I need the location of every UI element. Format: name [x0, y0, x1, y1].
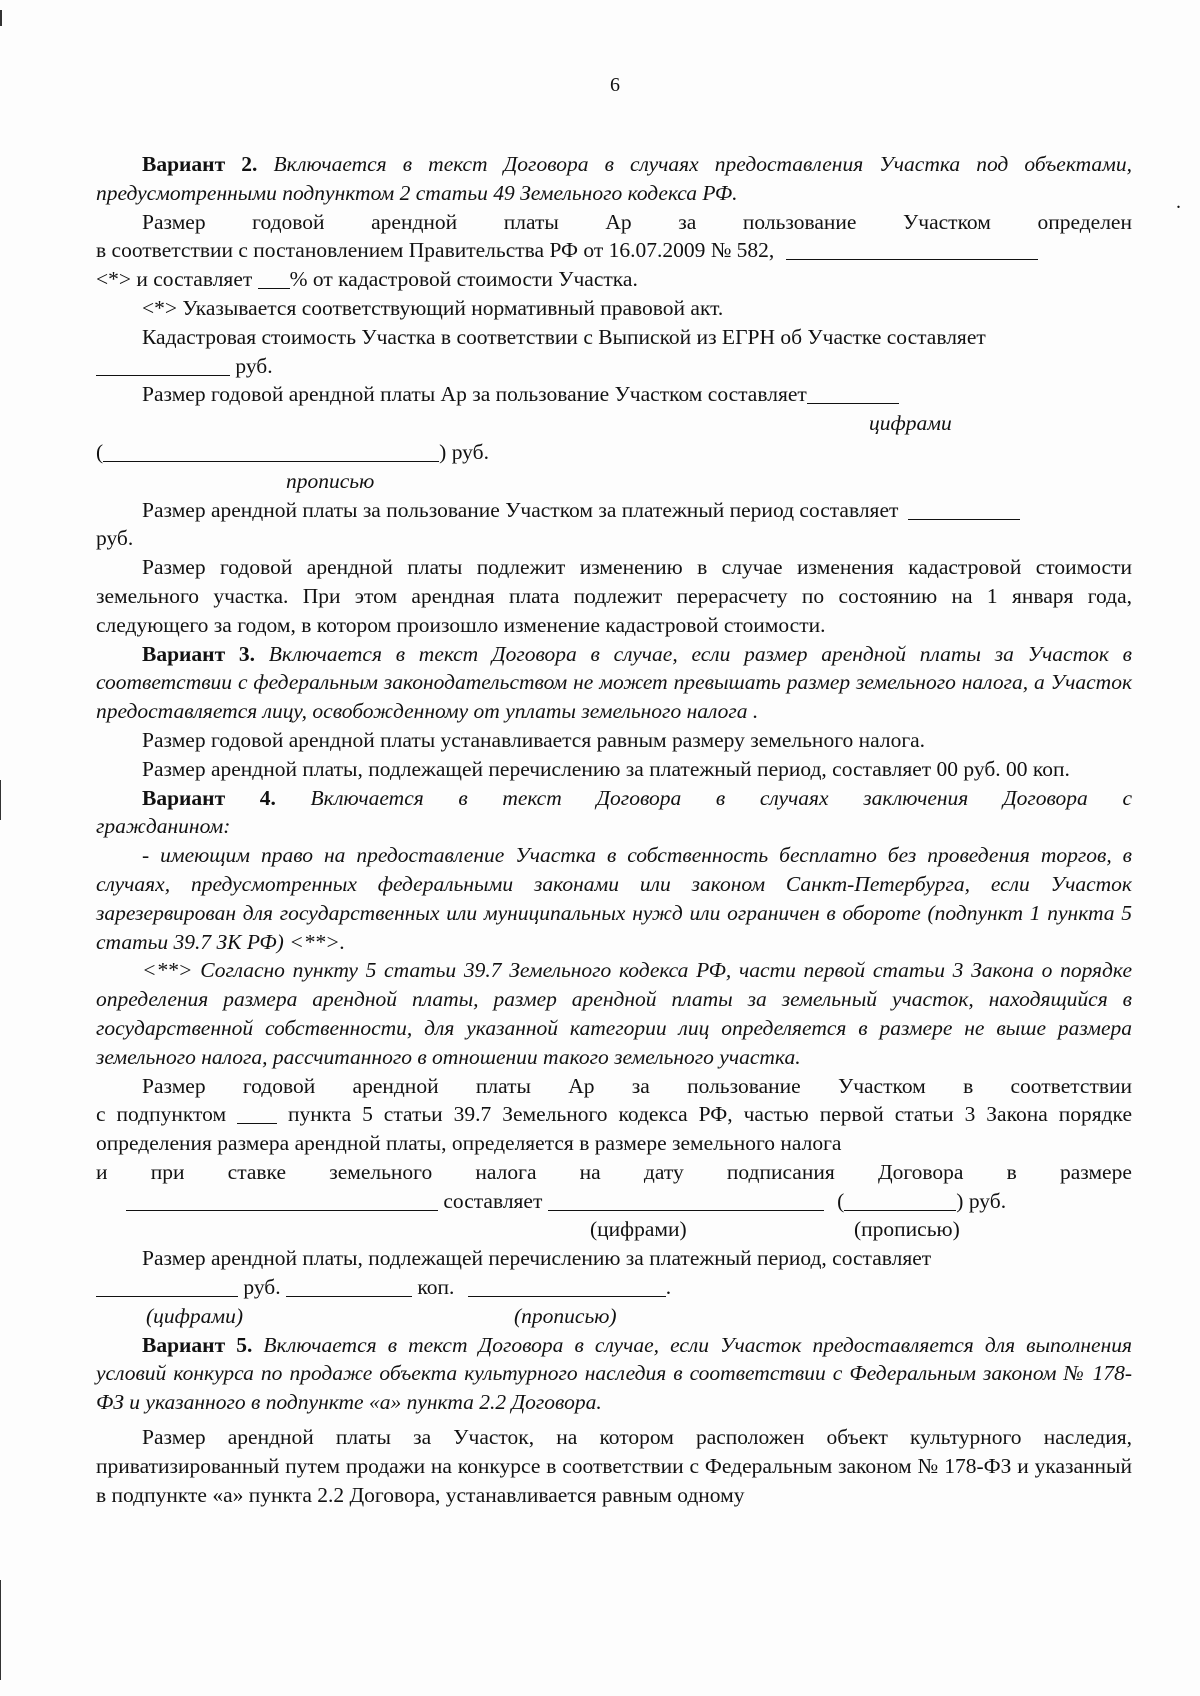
word: платы: [475, 1073, 531, 1098]
word: на: [579, 1159, 601, 1184]
word: Договора: [877, 1159, 964, 1184]
word: при: [150, 1159, 185, 1184]
fill-blank-period-rub: [96, 1276, 238, 1297]
rent-basis-text: пункта 5 статьи 39.7 Земельного кодекса РФ, частью первой статьи 3 Закона порядке определения размера арендной платы, определяется в размере земельного налога: [96, 1102, 1132, 1156]
caption-words: (прописью): [514, 1303, 617, 1328]
v2-rent-amount-line: [96, 380, 1132, 409]
caption-figures: (цифрами): [146, 1303, 244, 1328]
word: подписания: [726, 1159, 835, 1184]
v2-period-rent-line: [96, 496, 1132, 525]
v4-period-amount-line: [96, 1273, 1132, 1302]
variant-2-intro: Включается в текст Договора в случаях предоставления Участка под объектами, предусмотренными подпунктом 2 статьи 49 Земельного кодекса РФ.: [96, 152, 1132, 205]
fill-blank-period-kop: [286, 1276, 412, 1297]
currency-label: руб.: [96, 526, 134, 551]
word: за: [631, 1073, 650, 1098]
word: в: [963, 1073, 974, 1098]
v2-rent-words-line: [96, 438, 1132, 467]
rent-amount-label: Размер годовой арендной платы Ар за пользование Участком составляет: [142, 382, 807, 407]
v4-rent-line-a: [96, 1072, 1132, 1101]
caption-figures: (цифрами): [590, 1217, 687, 1242]
word: арендной: [352, 1073, 439, 1098]
v3-period: Размер арендной платы, подлежащей перечислению за платежный период, составляет 00 руб. 00 коп.: [142, 756, 1070, 781]
caption-words: (прописью): [854, 1217, 960, 1242]
variant-2-heading: [96, 150, 1132, 208]
period-rent-label: Размер арендной платы за пользование Участком за платежный период составляет: [142, 497, 899, 522]
word: земельного: [329, 1159, 433, 1184]
paren-open: (: [837, 1188, 845, 1213]
v2-footnote: <*> Указывается соответствующий нормативный правовой акт.: [142, 295, 724, 320]
word: платы: [503, 209, 559, 234]
word: Размер: [142, 1073, 206, 1098]
fill-blank-subclause: [237, 1103, 277, 1124]
variant-4-title: Вариант 4.: [142, 785, 276, 810]
v2-rent-basis-line: [96, 208, 1132, 237]
variant-4-intro: Включается в текст Договора в случаях заключения Договора с гражданином:: [96, 785, 1132, 839]
word: определен: [1037, 209, 1132, 234]
fill-blank-rent-figures: [807, 383, 899, 404]
fill-blank-period-words: [468, 1276, 666, 1297]
word: пользование: [687, 1073, 801, 1098]
word: ставке: [227, 1159, 287, 1184]
word: арендной: [371, 209, 458, 234]
variant-5-intro: Включается в текст Договора в случае, если Участок предоставляется для выполнения условий конкурса по продаже объекта культурного наследия в соответствии с Федеральным законом № 178-ФЗ и указанного в подпункте «а» пункта 2.2 Договора.: [96, 1332, 1132, 1415]
v2-cadastral: Кадастровая стоимость Участка в соответствии с Выпиской из ЕГРН об Участке составляет: [142, 324, 986, 349]
fill-blank-percent: [258, 268, 290, 289]
document-body: [96, 150, 1132, 1509]
word: годовой: [242, 1073, 316, 1098]
word: и: [96, 1159, 108, 1184]
decree-reference: в соответствии с постановлением Правительства РФ от 16.07.2009 № 582,: [96, 238, 775, 263]
v2-change: Размер годовой арендной платы подлежит изменению в случае изменения кадастровой стоимости земельного участка. При этом арендная плата подлежит перерасчету по состоянию на 1 января года, следующего за годом, в котором произошло изменение кадастровой стоимости.: [96, 555, 1132, 637]
word: соответствии: [1010, 1073, 1132, 1098]
kopeck-label: коп.: [417, 1275, 455, 1300]
caption-figures: цифрами: [869, 411, 952, 436]
v2-rent-basis-line-2: [96, 236, 1132, 265]
variant-5-title: Вариант 5.: [142, 1332, 253, 1357]
word: дату: [643, 1159, 684, 1184]
word: размере: [1059, 1159, 1132, 1184]
word: Участком: [903, 209, 991, 234]
variant-3-heading: [96, 640, 1132, 726]
word: за: [678, 209, 697, 234]
fill-blank-period-rent: [908, 499, 1020, 520]
v4-item: - имеющим право на предоставление Участка в собственность бесплатно без проведения торгов, в случаях, предусмотренных федеральными законами или законом Санкт-Петербурга, если Участок зарезервирован для государственных или муниципальных нужд или ограничен в обороте (подпункт 1 пункта 5 статьи 39.7 ЗК РФ) <**>.: [96, 843, 1132, 954]
caption-words: прописью: [286, 468, 375, 493]
v2-cadastral-amount-line: [96, 352, 1132, 381]
v4-amount-captions: [96, 1215, 1132, 1244]
currency-label: руб.: [243, 1275, 281, 1300]
word: пользование: [742, 209, 857, 234]
v4-footnote: <**> Согласно пункту 5 статьи 39.7 Земельного кодекса РФ, части первой статьи 3 Закона о порядке определения размера арендной платы, размер арендной платы за земельный участок, находящийся в государственной собственности, для указанной категории лиц определяется в размере не выше размера земельного налога, рассчитанного в отношении такого земельного участка.: [96, 958, 1132, 1069]
fill-blank-amount-figures: [548, 1190, 824, 1211]
word: налога: [475, 1159, 537, 1184]
currency-label: руб.: [235, 353, 273, 378]
percent-label: <*> и составляет: [96, 267, 253, 292]
v4-amount-line: [96, 1187, 1132, 1216]
percent-label-rest: % от кадастровой стоимости Участка.: [289, 267, 638, 292]
currency-label: ) руб.: [956, 1188, 1007, 1213]
variant-2-title: Вариант 2.: [142, 152, 258, 176]
v4-rent-line-c: [96, 1158, 1132, 1187]
fill-blank-rate: [126, 1190, 438, 1211]
word: годовой: [252, 209, 325, 234]
fill-blank-rent-words: [103, 441, 439, 462]
variant-4-heading: [96, 784, 1132, 842]
variant-3-intro: Включается в текст Договора в случае, если размер арендной платы за Участок в соответствии с федеральным законодательством не может превышать размер земельного налога, а Участок предоставляется лицу, освобожденному от уплаты земельного налога .: [96, 641, 1132, 724]
word: Участком: [837, 1073, 926, 1098]
variant-5-heading: [96, 1331, 1132, 1417]
v4-period: Размер арендной платы, подлежащей перечислению за платежный период, составляет: [142, 1246, 932, 1271]
v2-rent-basis-line-3: [96, 265, 1132, 294]
fill-blank-amount-words: [844, 1190, 956, 1211]
period-dot: .: [665, 1275, 672, 1300]
page-number: 6: [610, 74, 620, 96]
scan-edge-mark: [0, 780, 1, 820]
v3-equal: Размер годовой арендной платы устанавливается равным размеру земельного налога.: [142, 727, 926, 752]
fill-blank-cadastral: [96, 355, 230, 376]
v4-period-captions: [96, 1302, 1132, 1331]
paren-open: (: [96, 439, 104, 464]
composes-label: составляет: [443, 1188, 543, 1213]
variant-3-title: Вариант 3.: [142, 641, 256, 666]
v4-rent-line-b: [96, 1100, 1132, 1158]
fill-blank-act: [786, 239, 1038, 260]
word: в: [1006, 1159, 1017, 1184]
v5-text: Размер арендной платы за Участок, на котором расположен объект культурного наследия, приватизированный путем продажи на конкурсе в соответствии с Федеральным законом № 178-ФЗ и указанный в подпункте «а» пункта 2.2 Договора, устанавливается равным одному: [96, 1425, 1132, 1507]
scan-edge-mark: [0, 1580, 1, 1680]
currency-label: ) руб.: [439, 439, 489, 464]
scan-dot: .: [1176, 191, 1181, 213]
word: Ар: [605, 209, 632, 234]
scan-edge-mark: [0, 10, 2, 26]
subclause-label: с подпунктом: [96, 1102, 227, 1127]
word: Размер: [142, 209, 206, 234]
word: Ар: [568, 1073, 595, 1098]
